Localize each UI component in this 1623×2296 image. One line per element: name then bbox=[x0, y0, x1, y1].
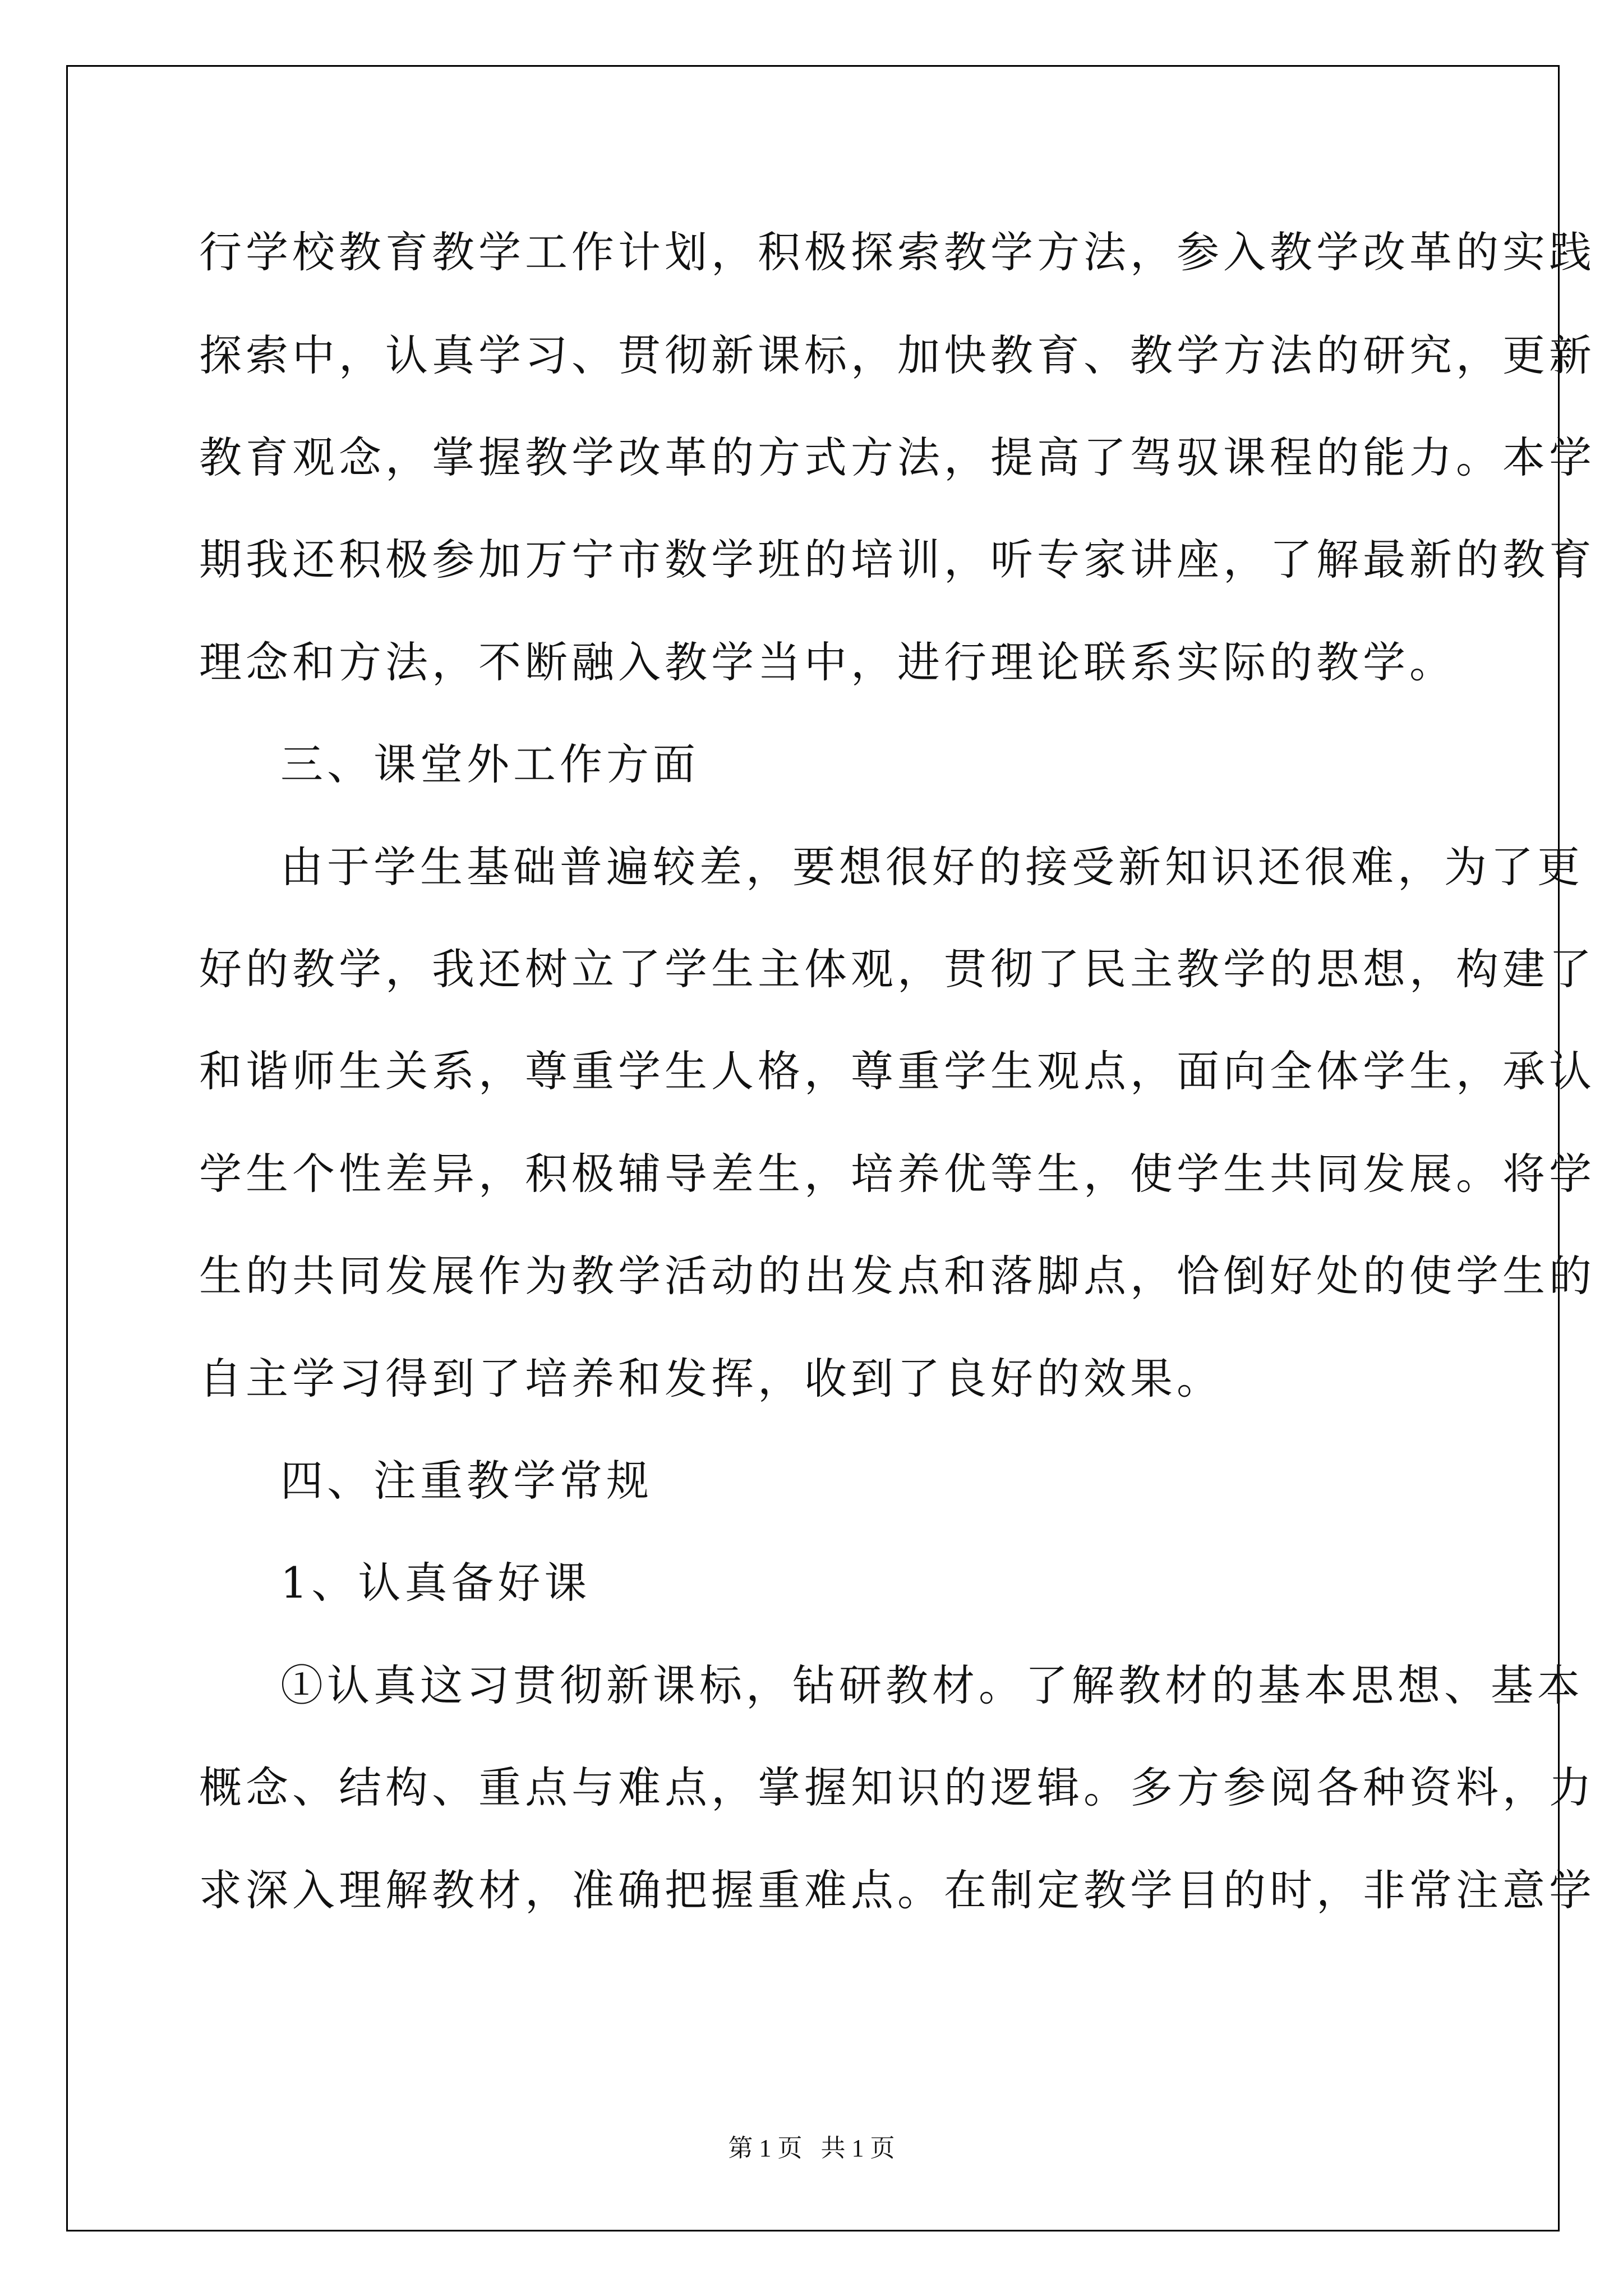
body-line: 理念和方法，不断融入教学当中，进行理论联系实际的教学。 bbox=[199, 637, 1456, 687]
body-line: 自主学习得到了培养和发挥，收到了良好的效果。 bbox=[199, 1354, 1223, 1404]
paragraph-first-line: 由于学生基础普遍较差，要想很好的接受新知识还很难，为了更 bbox=[280, 842, 1584, 892]
body-line: 行学校教育教学工作计划，积极探索教学方法，参入教学改革的实践 bbox=[199, 227, 1596, 277]
body-line: 求深入理解教材，准确把握重难点。在制定教学目的时，非常注意学 bbox=[199, 1865, 1596, 1915]
body-line: 生的共同发展作为教学活动的出发点和落脚点，恰倒好处的使学生的 bbox=[199, 1251, 1596, 1301]
section-heading: 三、课堂外工作方面 bbox=[280, 739, 699, 789]
body-line: 教育观念，掌握教学改革的方式方法，提高了驾驭课程的能力。本学 bbox=[199, 432, 1596, 482]
page-number: 第 1 页 共 1 页 bbox=[728, 2134, 895, 2162]
paragraph-first-line: ①认真这习贯彻新课标，钻研教材。了解教材的基本思想、基本 bbox=[280, 1660, 1584, 1710]
subsection-heading: 1、认真备好课 bbox=[280, 1558, 591, 1608]
body-line: 概念、结构、重点与难点，掌握知识的逻辑。多方参阅各种资料，力 bbox=[199, 1763, 1596, 1812]
body-line: 好的教学，我还树立了学生主体观，贯彻了民主教学的思想，构建了 bbox=[199, 944, 1596, 994]
body-line: 探索中，认真学习、贯彻新课标，加快教育、教学方法的研究，更新 bbox=[199, 330, 1596, 380]
section-heading: 四、注重教学常规 bbox=[280, 1456, 653, 1506]
body-line: 学生个性差异，积极辅导差生，培养优等生，使学生共同发展。将学 bbox=[199, 1149, 1596, 1199]
body-line: 期我还积极参加万宁市数学班的培训，听专家讲座，了解最新的教育 bbox=[199, 535, 1596, 585]
body-line: 和谐师生关系，尊重学生人格，尊重学生观点，面向全体学生，承认 bbox=[199, 1046, 1596, 1096]
